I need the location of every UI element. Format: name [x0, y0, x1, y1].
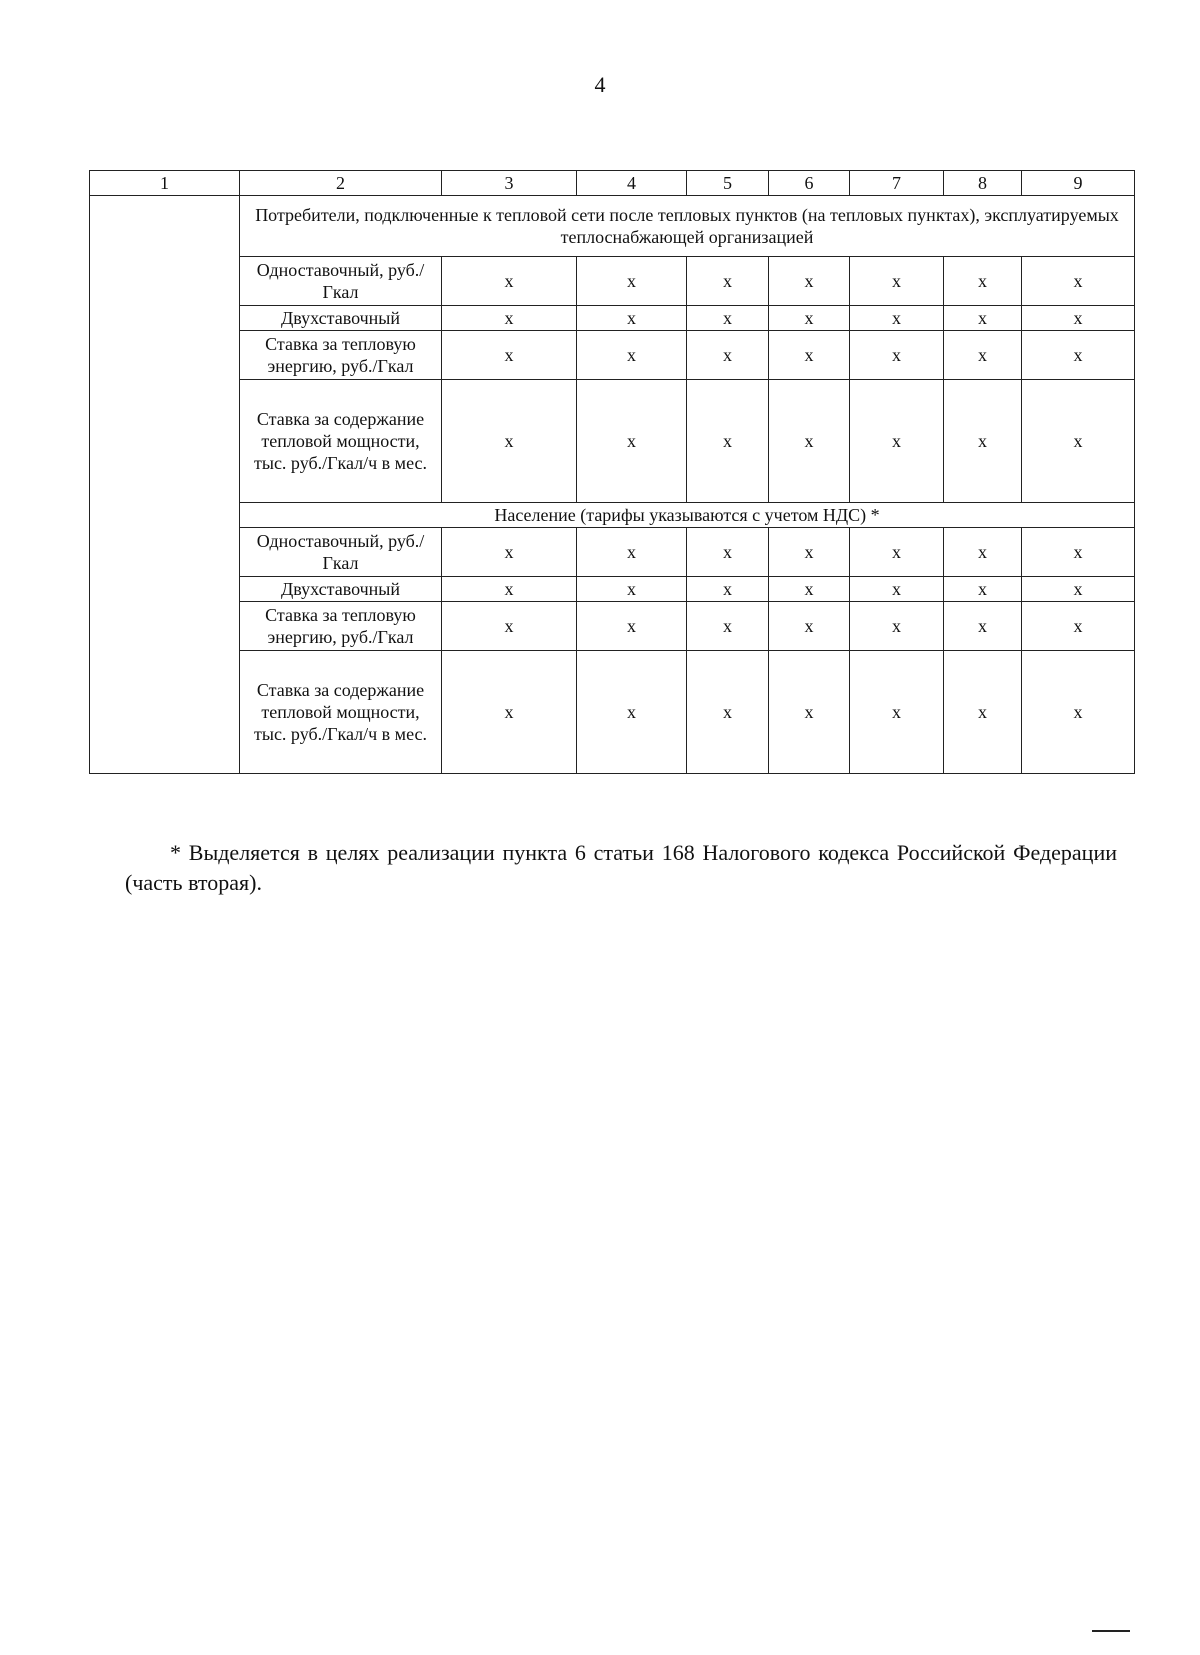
column-number: 1: [90, 171, 240, 196]
corner-dash-mark: [1092, 1630, 1130, 1632]
value-cell: x: [1022, 306, 1135, 331]
value-cell: x: [944, 651, 1022, 774]
table-row: [90, 602, 1135, 651]
table-row: [90, 651, 1135, 774]
value-cell: x: [944, 306, 1022, 331]
page-number: 4: [594, 72, 606, 97]
value-cell: x: [1022, 651, 1135, 774]
value-cell: x: [1022, 577, 1135, 602]
column-number: 3: [442, 171, 577, 196]
value-cell: x: [442, 528, 577, 577]
value-cell: x: [769, 602, 850, 651]
value-cell: x: [687, 331, 769, 380]
value-cell: x: [769, 257, 850, 306]
row-label: Ставка за тепловую энергию, руб./Гкал: [240, 331, 442, 380]
value-cell: x: [442, 577, 577, 602]
row-label: Ставка за содержание тепловой мощности, тыс. руб./Гкал/ч в мес.: [240, 651, 442, 774]
value-cell: x: [769, 577, 850, 602]
table-row: [90, 380, 1135, 503]
value-cell: x: [577, 602, 687, 651]
section-header-row: [90, 503, 1135, 528]
value-cell: x: [577, 577, 687, 602]
value-cell: x: [577, 528, 687, 577]
value-cell: x: [1022, 380, 1135, 503]
value-cell: x: [687, 380, 769, 503]
footnote: * Выделяется в целях реализации пункта 6 статьи 168 Налогового кодекса Российской Федерации (часть вторая).: [125, 840, 1117, 895]
value-cell: x: [1022, 528, 1135, 577]
table-row: [90, 306, 1135, 331]
value-cell: x: [944, 602, 1022, 651]
value-cell: x: [850, 651, 944, 774]
value-cell: x: [850, 577, 944, 602]
value-cell: x: [442, 257, 577, 306]
value-cell: x: [944, 380, 1022, 503]
value-cell: x: [442, 331, 577, 380]
value-cell: x: [850, 602, 944, 651]
value-cell: x: [850, 380, 944, 503]
row-label: Ставка за содержание тепловой мощности, тыс. руб./Гкал/ч в мес.: [240, 380, 442, 503]
value-cell: x: [769, 380, 850, 503]
value-cell: x: [1022, 602, 1135, 651]
row-label: Одноставочный, руб./Гкал: [240, 528, 442, 577]
value-cell: x: [944, 528, 1022, 577]
value-cell: x: [769, 651, 850, 774]
value-cell: x: [687, 577, 769, 602]
row-label: Двухставочный: [240, 577, 442, 602]
value-cell: x: [577, 306, 687, 331]
column-number: 4: [577, 171, 687, 196]
table-row: [90, 528, 1135, 577]
column-number: 2: [240, 171, 442, 196]
table-row: [90, 331, 1135, 380]
value-cell: x: [850, 528, 944, 577]
first-column-cell: [90, 196, 240, 774]
section-title: Население (тарифы указываются с учетом НДС) *: [240, 503, 1135, 528]
value-cell: x: [687, 602, 769, 651]
value-cell: x: [1022, 257, 1135, 306]
column-number: 5: [687, 171, 769, 196]
column-number: 9: [1022, 171, 1135, 196]
value-cell: x: [850, 306, 944, 331]
value-cell: x: [577, 380, 687, 503]
value-cell: x: [442, 306, 577, 331]
value-cell: x: [687, 257, 769, 306]
column-number-row: [90, 171, 1135, 196]
table-row: [90, 577, 1135, 602]
value-cell: x: [577, 257, 687, 306]
value-cell: x: [769, 528, 850, 577]
section-header-row: [90, 196, 1135, 257]
value-cell: x: [769, 331, 850, 380]
value-cell: x: [944, 331, 1022, 380]
value-cell: x: [850, 331, 944, 380]
value-cell: x: [442, 602, 577, 651]
value-cell: x: [687, 306, 769, 331]
value-cell: x: [850, 257, 944, 306]
tariff-table: [89, 170, 1135, 774]
row-label: Двухставочный: [240, 306, 442, 331]
value-cell: x: [442, 380, 577, 503]
value-cell: x: [442, 651, 577, 774]
column-number: 6: [769, 171, 850, 196]
value-cell: x: [1022, 331, 1135, 380]
value-cell: x: [687, 651, 769, 774]
value-cell: x: [577, 651, 687, 774]
column-number: 7: [850, 171, 944, 196]
value-cell: x: [944, 257, 1022, 306]
column-number: 8: [944, 171, 1022, 196]
row-label: Одноставочный, руб./Гкал: [240, 257, 442, 306]
value-cell: x: [577, 331, 687, 380]
section-title: Потребители, подключенные к тепловой сети после тепловых пунктов (на тепловых пунктах), эксплуатируемых теплоснабжающей организацией: [240, 196, 1135, 257]
table-row: [90, 257, 1135, 306]
value-cell: x: [769, 306, 850, 331]
row-label: Ставка за тепловую энергию, руб./Гкал: [240, 602, 442, 651]
value-cell: x: [944, 577, 1022, 602]
value-cell: x: [687, 528, 769, 577]
